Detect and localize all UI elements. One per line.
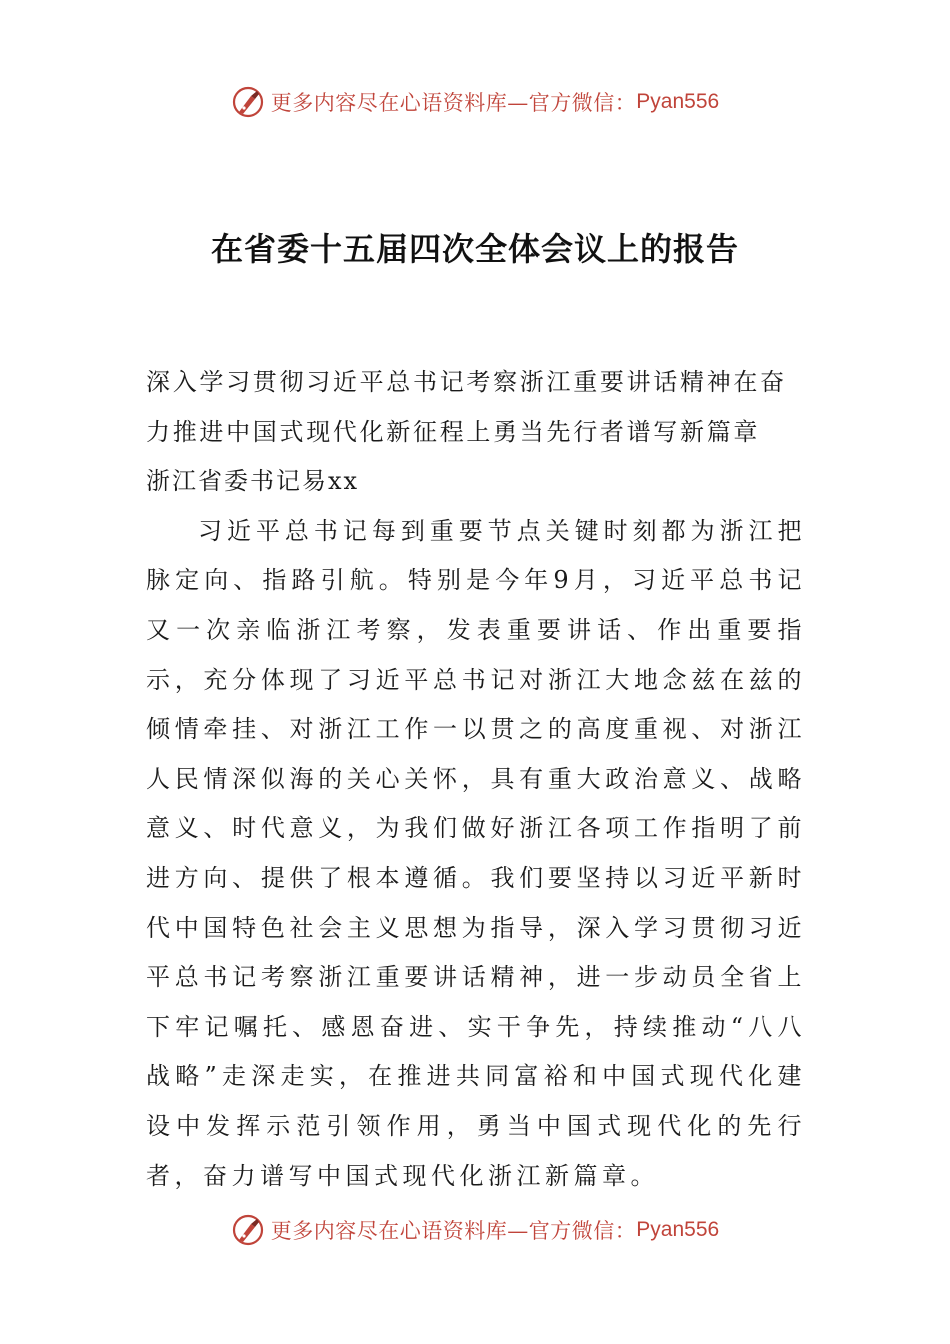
watermark-handle: Pyan556 bbox=[636, 90, 720, 113]
pen-nib-icon bbox=[231, 1213, 265, 1247]
watermark-handle: Pyan556 bbox=[636, 1218, 720, 1241]
pen-nib-icon bbox=[231, 85, 265, 119]
document-title: 在省委十五届四次全体会议上的报告 bbox=[210, 230, 739, 268]
header-watermark bbox=[0, 82, 950, 122]
document-author: 浙江省委书记易xx bbox=[146, 467, 360, 496]
document-subtitle: 深入学习贯彻习近平总书记考察浙江重要讲话精神在奋力推进中国式现代化新征程上勇当先行者谱写新篇章 bbox=[146, 368, 787, 446]
body-paragraph: 习近平总书记每到重要节点关键时刻都为浙江把脉定向、指路引航。特别是今年9月，习近平总书记又一次亲临浙江考察，发表重要讲话、作出重要指示，充分体现了习近平总书记对浙江大地念兹在兹的倾情牵挂、对浙江工作一以贯之的高度重视、对浙江人民情深似海的关心关怀，具有重大政治意义、战略意义、时代意义，为我们做好浙江各项工作指明了前进方向、提供了根本遵循。我们要坚持以习近平新时代中国特色社会主义思想为指导，深入学习贯彻习近平总书记考察浙江重要讲话精神，进一步动员全省上下牢记嘱托、感恩奋进、实干争先，持续推动“八八战略”走深走实，在推进共同富裕和中国式现代化建设中发挥示范引领作用，勇当中国式现代化的先行者，奋力谱写中国式现代化浙江新篇章。 bbox=[146, 516, 806, 1190]
document-body bbox=[146, 358, 806, 1201]
watermark-text: 更多内容尽在心语资料库—官方微信： bbox=[270, 91, 637, 115]
footer-watermark bbox=[0, 1210, 950, 1250]
watermark-text: 更多内容尽在心语资料库—官方微信： bbox=[270, 1219, 637, 1243]
